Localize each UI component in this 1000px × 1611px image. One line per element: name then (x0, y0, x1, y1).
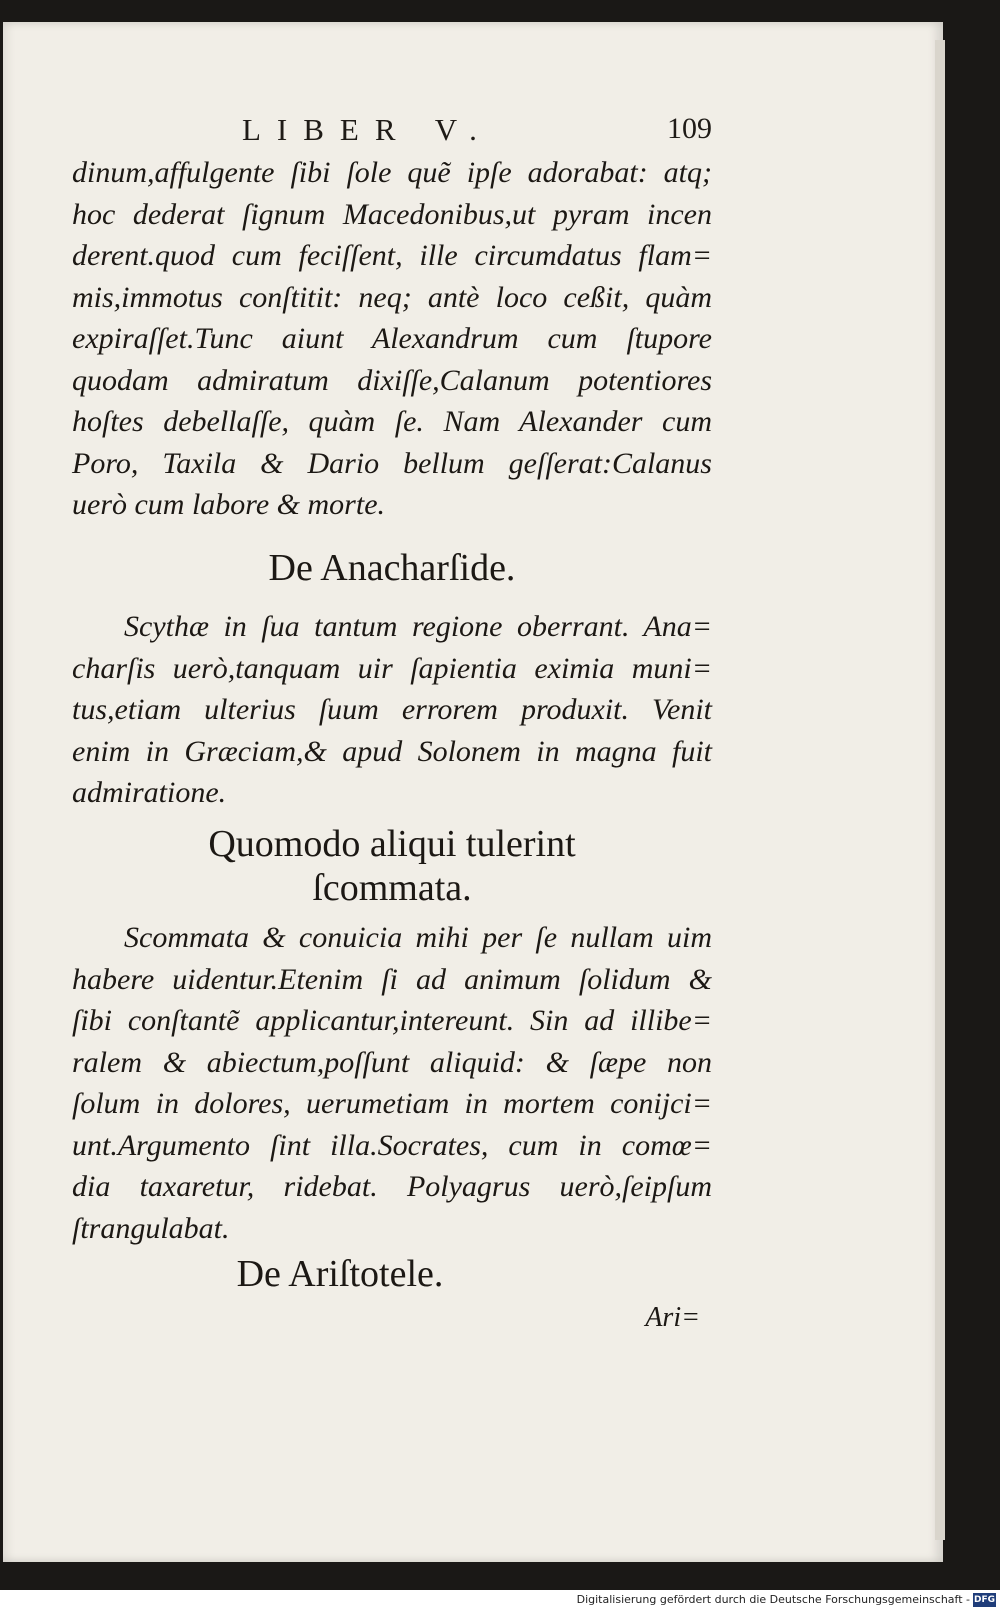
text-line: Scommata & conuicia mihi per ſe nullam uim (124, 921, 712, 954)
text-line: tus,etiam ulterius ſuum errorem produxit. Venit (72, 693, 712, 726)
section-heading-scommata (72, 822, 712, 910)
section-heading-aristotle: De Ariſtotele. (236, 1253, 444, 1295)
paragraph-scommata (72, 917, 712, 1249)
text-line: derent.quod cum feciſſent, ille circumdatus flam= (72, 239, 712, 272)
text-line: ſibi conſtantẽ applicantur,intereunt. Sin ad illibe= (72, 1004, 712, 1037)
text-line: Scythæ in ſua tantum regione oberrant. Ana= (124, 610, 712, 643)
dfg-logo: DFG (973, 1595, 995, 1605)
text-line: Poro, Taxila & Dario bellum geſſerat:Calanus (72, 446, 712, 480)
heading-line: Quomodo aliqui tulerint (208, 823, 576, 865)
running-head-title: LIBER V. (242, 112, 493, 147)
text-line: unt.Argumento ſint illa.Socrates, cum in comœ= (72, 1128, 712, 1162)
footer-credit: Digitalisierung gefördert durch die Deutsche Forschungsgemeinschaft - (576, 1593, 970, 1606)
text-line: enim in Græciam,& apud Solonem in magna fuit (72, 734, 712, 768)
text-line: habere uidentur.Etenim ſi ad animum ſolidum & (72, 962, 712, 996)
paragraph-calanus (72, 152, 712, 526)
text-line: ſtrangulabat. (72, 1211, 230, 1245)
text-line: expiraſſet.Tunc aiunt Alexandrum cum ſtupore (72, 322, 712, 355)
footer-bar (0, 1590, 1000, 1611)
text-line: hoc dederat ſignum Macedonibus,ut pyram incen (72, 197, 712, 231)
text-line: charſis uerò,tanquam uir ſapientia eximia muni= (72, 651, 712, 685)
running-head (242, 112, 712, 152)
page-number: 109 (667, 112, 712, 145)
text-line: uerò cum labore & morte. (72, 488, 386, 521)
text-line: quodam admiratum dixiſſe,Calanum potentiores (72, 363, 712, 397)
heading-line: ſcommata. (312, 867, 472, 909)
text-line: admiratione. (72, 776, 227, 809)
text-line: hoſtes debellaſſe, quàm ſe. Nam Alexander cum (72, 405, 712, 438)
text-line: mis,immotus conſtitit: neq; antè loco ceßit, quàm (72, 280, 712, 314)
text-line: dinum,affulgente ſibi ſole quẽ ipſe adorabat: atq; (72, 156, 712, 189)
paragraph-anacharsis (72, 606, 712, 814)
text-line: ſolum in dolores, uerumetiam in mortem conijci= (72, 1087, 712, 1120)
text-line: dia taxaretur, ridebat. Polyagrus uerò,ſeipſum (72, 1170, 712, 1203)
text-line: ralem & abiectum,poſſunt aliquid: & ſæpe non (72, 1045, 712, 1079)
page-edge (935, 40, 945, 1540)
catchword: Ari= (645, 1302, 700, 1333)
section-heading-anacharsis: De Anacharſide. (268, 547, 516, 589)
